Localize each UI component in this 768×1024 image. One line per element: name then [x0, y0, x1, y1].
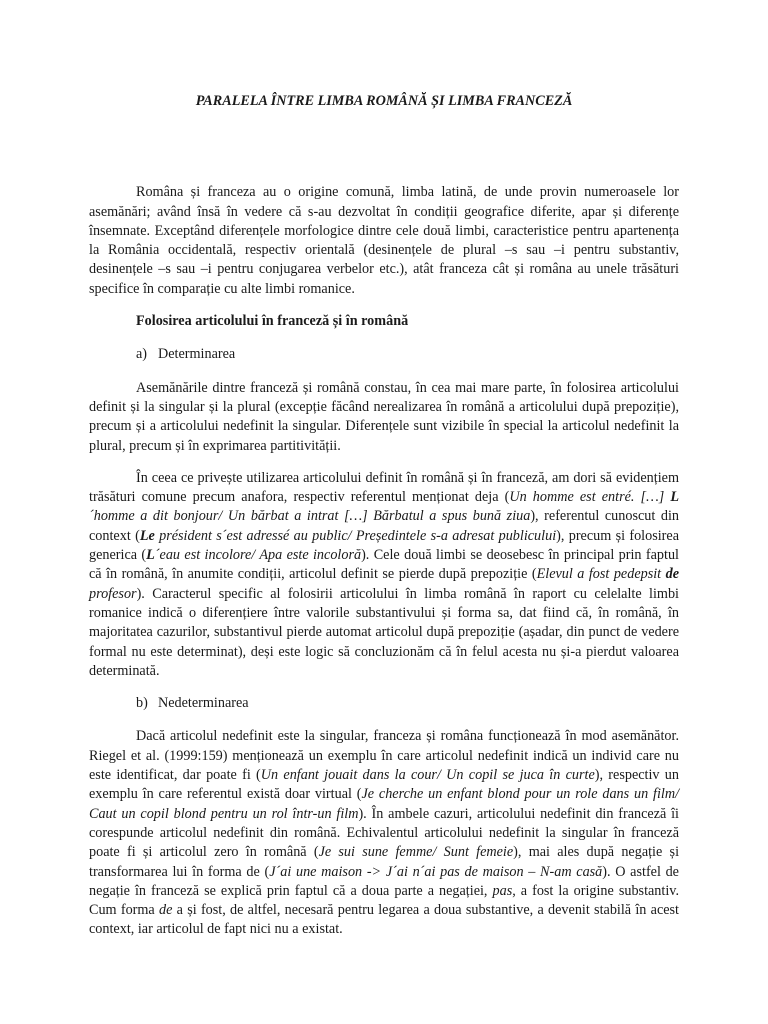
- example-bold: de: [665, 566, 679, 583]
- example-italic: pas: [492, 882, 513, 899]
- example-italic: Elevul a fost pedepsit: [536, 566, 666, 583]
- paragraph-determination-1: Asemănările dintre franceză și română constau, în cea mai mare parte, în folosirea articolului definit și la singular și la plural (excepție făcând nerealizarea în română a articolului după prepoziție), precum și a articolului nedefinit la singular. Diferențele sunt vizibile în special la articolul nedefinit la plural, precum și în exprimarea partitivității.: [89, 379, 679, 454]
- text-run: Dacă articolul nedefinit este la singular, franceza și româna funcționează în mod asemănător. Riegel et al. (1999:159) menționează un exemplu în care articolul nedefinit indică un individ care nu este identificat, dar poate fi (: [89, 728, 679, 784]
- example-italic: Un enfant jouait dans la cour/ Un copil se juca în curte: [260, 767, 595, 784]
- paragraph-indetermination-1: [89, 727, 679, 939]
- text-run: ). O astfel de negație în franceză se explică prin faptul că a doua parte a negației,: [89, 863, 679, 899]
- subsection-b-label: Nedeterminarea: [158, 695, 249, 712]
- example-bold: L: [146, 547, 155, 564]
- text-run: ). Caracterul specific al folosirii articolului în limba română în raport cu celelalte limbi romanice indică o diferențiere între valorile substantivului și forma sa, dat fiind că, în română, în majoritatea cazurilor, substantivul pierde automat articolul după prepoziție (așadar, din punct de vedere formal nu este determinat), deși este logic să concluzionăm că în felul acesta nu și-a pierdut valoarea determinată.: [89, 585, 679, 679]
- text-run: , a fost la origine substantiv. Cum forma: [89, 882, 679, 919]
- example-italic: ´homme a dit bonjour/ Un bărbat a intrat […] Bărbatul a spus bună ziua: [89, 508, 531, 525]
- example-italic: profesor: [89, 585, 137, 602]
- example-italic: Un homme est entré. […]: [509, 489, 671, 506]
- example-italic: ´eau est incolore/ Apa este incoloră: [154, 547, 362, 564]
- example-italic: président s´est adressé au public/ Președintele s-a adresat publicului: [154, 527, 557, 544]
- section-heading: Folosirea articolului în franceză și în română: [136, 313, 409, 330]
- subsection-b-marker: b): [136, 695, 148, 712]
- example-italic: J´ai une maison -> J´ai n´ai pas de maison – N-am casă: [269, 863, 603, 880]
- paragraph-determination-2: [89, 469, 679, 681]
- text-run: ), precum și folosirea generica (: [89, 527, 680, 564]
- text-run: În ceea ce privește utilizarea articolului definit în română și în franceză, am dori să evidențiem trăsături comune precum anafora, respectiv referentul menționat deja (: [89, 469, 679, 506]
- subsection-a: [136, 345, 679, 364]
- text-run: a și fost, de altfel, necesară pentru legarea a doua substantive, a devenit stabilă în acest context, iar articolul de fapt nici nu a existat.: [89, 902, 679, 938]
- text-run: ), mai ales după negație și transformarea lui în forma de (: [89, 844, 680, 880]
- text-run: ), referentul cunoscut din context (: [89, 508, 680, 544]
- text-run: ). Cele două limbi se deosebesc în principal prin faptul că în română, în anumite condiții, articolul definit se pierde după prepoziție (: [89, 547, 679, 583]
- text-run: ), respectiv un exemplu în care referentul există doar virtual (: [89, 767, 679, 803]
- subsection-a-marker: a): [136, 346, 148, 363]
- example-italic: Je cherche un enfant blond pour un role dans un film/ Caut un copil blond pentru un rol într-un film: [89, 786, 680, 822]
- intro-paragraph: Româna și franceza au o origine comună, limba latină, de unde provin numeroasele lor asemănări; având însă în vedere că s-au dezvoltat în condiții geografice diferite, apar și diferențe însemnate. Exceptând diferențele morfologice dintre cele două limbi, caracteristice pentru apartenența la România occidentală, respectiv orientală (desinențele de plural –s sau –i pentru substantiv, desinențele –s sau –i pentru conjugarea verbelor etc.), atât franceza cât și româna au unele trăsături specifice în comparație cu alte limbi romanice.: [89, 184, 679, 297]
- example-italic: de: [159, 902, 173, 919]
- subsection-b: [136, 694, 679, 713]
- document-page: [89, 92, 679, 953]
- example-italic: Je sui sune femme/ Sunt femeie: [318, 844, 514, 861]
- example-bold: L: [670, 489, 679, 506]
- example-bold: Le: [139, 527, 155, 544]
- subsection-a-label: Determinarea: [158, 346, 236, 363]
- page-title: PARALELA ÎNTRE LIMBA ROMÂNĂ ȘI LIMBA FRANCEZĂ: [195, 93, 573, 109]
- text-run: ). În ambele cazuri, articolului nedefinit din franceză îi corespunde articolul nedefinit din română. Echivalentul articolului nedefinit la singular în franceză poate fi și articolul zero în română (: [89, 805, 680, 861]
